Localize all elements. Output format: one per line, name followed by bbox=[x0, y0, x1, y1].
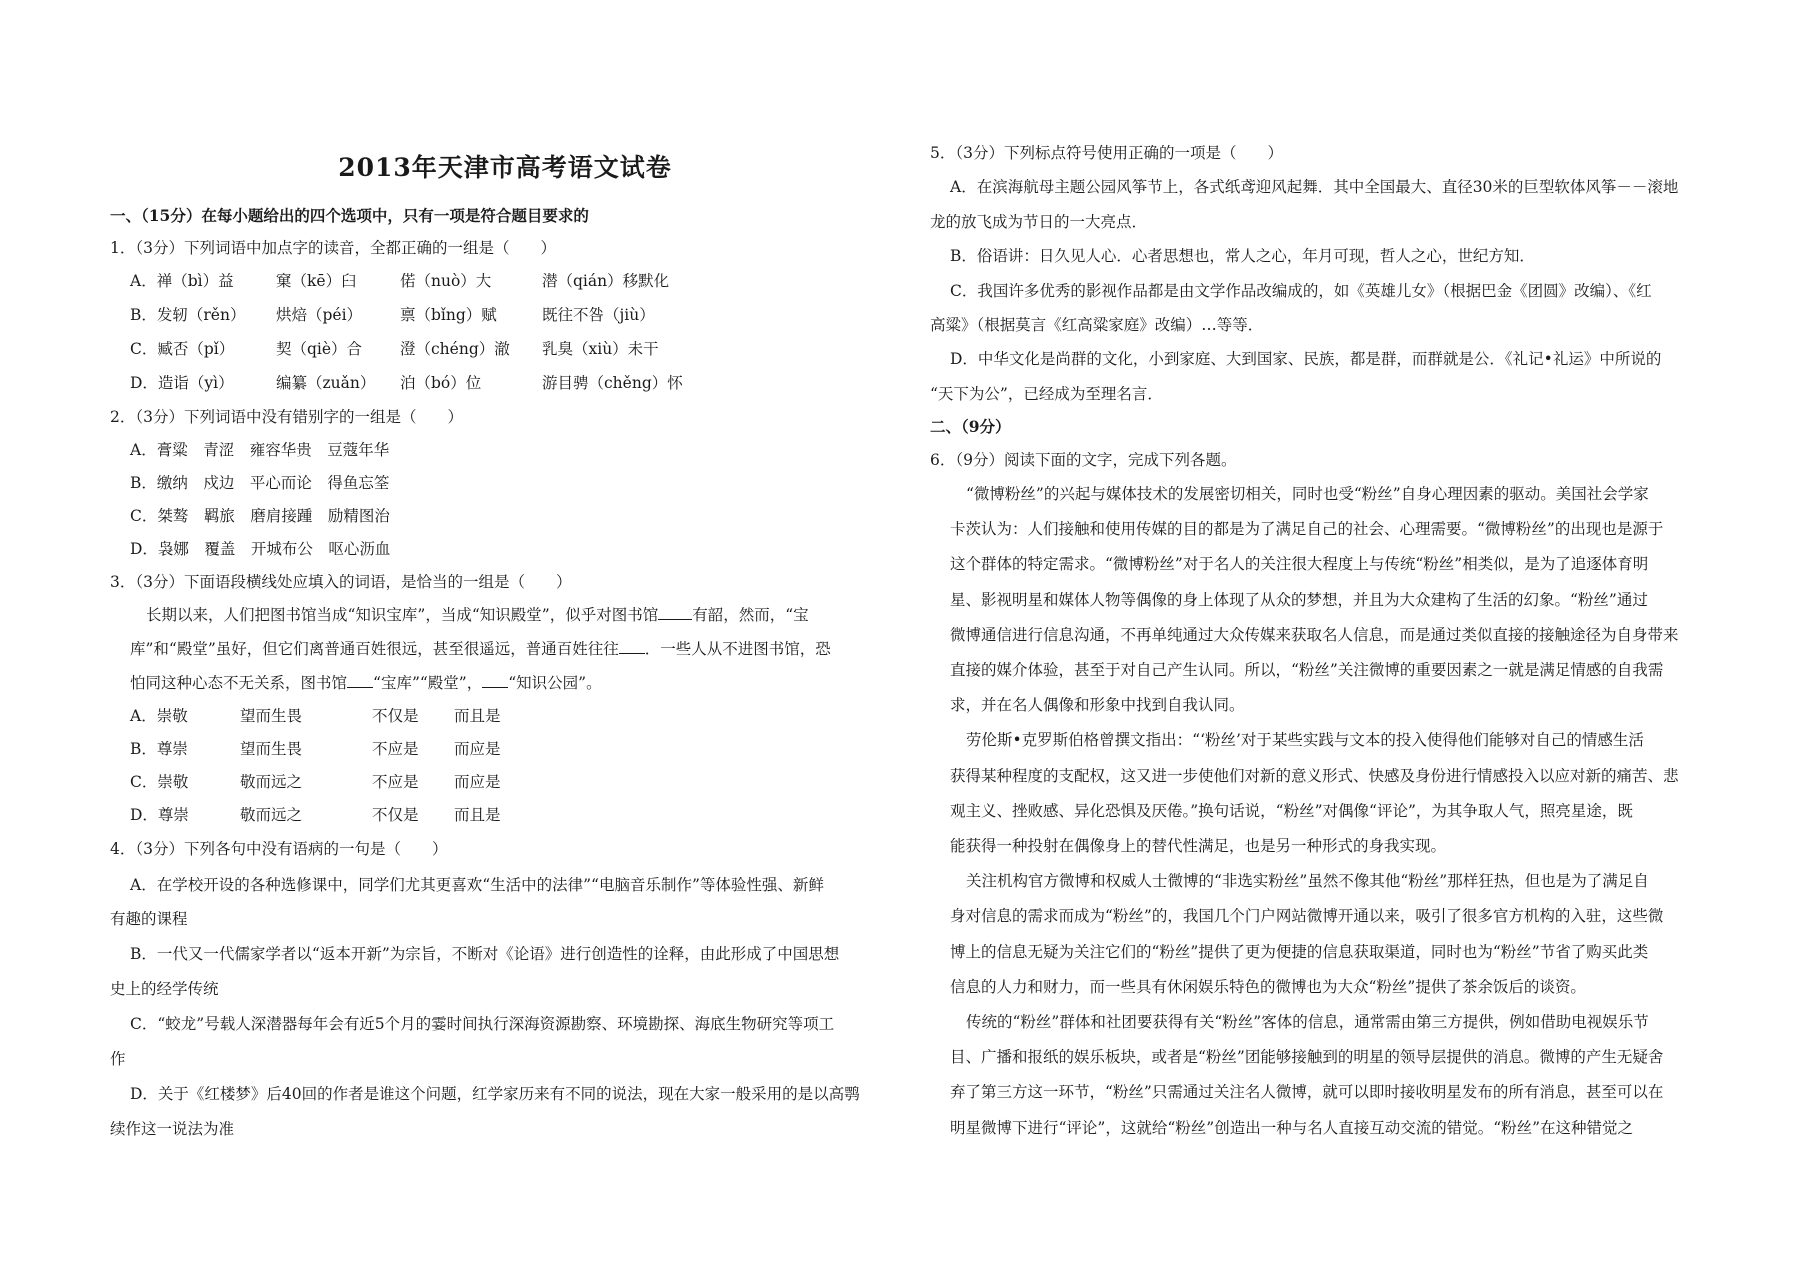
q3-option-a: A．崇敬 望而生畏 不仅是 而且是 bbox=[130, 707, 501, 725]
q1-option-a: A．禅（bì）益 窠（kē）臼 偌（nuò）大 潜（qián）移默化 bbox=[130, 272, 670, 290]
section-1-heading: 一、（15分）在每小题给出的四个选项中，只有一项是符合题目要求的 bbox=[110, 206, 589, 225]
q4-option-d-line-1: D．关于《红楼梦》后40回的作者是谁这个问题，红学家历来有不同的说法，现在大家一般采用的是以高鹗 bbox=[130, 1085, 860, 1103]
q6-passage-line: “微博粉丝”的兴起与媒体技术的发展密切相关，同时也受“粉丝”自身心理因素的驱动。美国社会学家 bbox=[966, 485, 1649, 503]
q6-passage-line: 目、广播和报纸的娱乐板块，或者是“粉丝”团能够接触到的明星的领导层提供的消息。微博的产生无疑舍 bbox=[950, 1048, 1664, 1066]
q1-option-b: B．发轫（rěn） 烘焙（péi） 禀（bǐng）赋 既往不咎（jiù） bbox=[130, 306, 655, 324]
q6-passage-line: 微博通信进行信息沟通，不再单纯通过大众传媒来获取名人信息，而是通过类似直接的接触途径为自身带来 bbox=[950, 626, 1679, 644]
q5-option-a-line-1: A．在滨海航母主题公园风筝节上，各式纸鸢迎风起舞．其中全国最大、直径30米的巨型软体风筝－－滚地 bbox=[950, 178, 1679, 196]
q2-option-c: C．桀骜 羁旅 磨肩接踵 励精图治 bbox=[130, 507, 390, 525]
q6-passage-line: 劳伦斯•克罗斯伯格曾撰文指出：“‘粉丝’对于某些实践与文本的投入使得他们能够对自己的情感生活 bbox=[966, 731, 1644, 749]
q6-passage-line: 获得某种程度的支配权，这又进一步使他们对新的意义形式、快感及身份进行情感投入以应对新的痛苦、悲 bbox=[950, 767, 1679, 785]
q2-option-b: B．缴纳 戍边 平心而论 得鱼忘筌 bbox=[130, 474, 390, 492]
q5-option-c-line-1: C．我国许多优秀的影视作品都是由文学作品改编成的，如《英雄儿女》（根据巴金《团圆》改编）、《红 bbox=[950, 282, 1652, 300]
q4-option-d-line-2: 续作这一说法为准 bbox=[110, 1120, 235, 1138]
q5-option-a-line-2: 龙的放飞成为节日的一大亮点． bbox=[930, 213, 1148, 231]
q1-option-c: C．臧否（pǐ） 契（qiè）合 澄（chéng）澈 乳臭（xiù）未干 bbox=[130, 340, 659, 358]
page-title: 2013年天津市高考语文试卷 bbox=[338, 153, 672, 182]
q5-option-d-line-2: “天下为公”，已经成为至理名言． bbox=[930, 385, 1163, 403]
q3-stem: 3．（3分）下面语段横线处应填入的词语，是恰当的一组是（ ） bbox=[110, 573, 572, 591]
q4-option-b-line-1: B．一代又一代儒家学者以“返本开新”为宗旨，不断对《论语》进行创造性的诠释，由此形成了中国思想 bbox=[130, 945, 840, 963]
q6-passage-line: 身对信息的需求而成为“粉丝”的，我国几个门户网站微博开通以来，吸引了很多官方机构的入驻，这些微 bbox=[950, 907, 1664, 925]
q6-passage-line: 这个群体的特定需求。“微博粉丝”对于名人的关注很大程度上与传统“粉丝”相类似，是为了追逐体育明 bbox=[950, 555, 1649, 573]
q3-passage-line-2: 库”和“殿堂”虽好，但它们离普通百姓很远，甚至很遥远，普通百姓往往 ．一些人从不进图书馆，恐 bbox=[130, 640, 831, 658]
q6-passage-line: 星、影视明星和媒体人物等偶像的身上体现了从众的梦想，并且为大众建构了生活的幻象。“粉丝”通过 bbox=[950, 591, 1648, 609]
q5-option-b: B．俗语讲：日久见人心．心者思想也，常人之心，年月可现，哲人之心，世纪方知． bbox=[950, 247, 1535, 265]
q6-passage-line: 博上的信息无疑为关注它们的“粉丝”提供了更为便捷的信息获取渠道，同时也为“粉丝”节省了购买此类 bbox=[950, 943, 1649, 961]
q3-blank-4 bbox=[482, 673, 508, 688]
q6-passage-line: 观主义、挫败感、异化恐惧及厌倦。”换句话说，“粉丝”对偶像“评论”，为其争取人气，照亮星途，既 bbox=[950, 802, 1633, 820]
section-2-heading: 二、（9分） bbox=[930, 417, 1011, 436]
q5-stem: 5．（3分）下列标点符号使用正确的一项是（ ） bbox=[930, 144, 1283, 162]
q2-stem: 2．（3分）下列词语中没有错别字的一组是（ ） bbox=[110, 408, 463, 426]
q3-option-b: B．尊崇 望而生畏 不应是 而应是 bbox=[130, 740, 501, 758]
q4-option-c-line-1: C．“蛟龙”号载人深潜器每年会有近5个月的霎时间执行深海资源勘察、环境勘探、海底生物研究等项工 bbox=[130, 1015, 835, 1033]
q6-passage-line: 关注机构官方微博和权威人士微博的“非选实粉丝”虽然不像其他“粉丝”那样狂热，但也是为了满足自 bbox=[966, 872, 1649, 890]
q5-option-c-line-2: 高粱》（根据莫言《红高粱家庭》改编）…等等． bbox=[930, 316, 1264, 334]
q6-passage-line: 能获得一种投射在偶像身上的替代性满足，也是另一种形式的身我实现。 bbox=[950, 837, 1447, 855]
q4-option-b-line-2: 史上的经学传统 bbox=[110, 980, 219, 998]
q6-passage-line: 传统的“粉丝”群体和社团要获得有关“粉丝”客体的信息，通常需由第三方提供，例如借助电视娱乐节 bbox=[966, 1013, 1649, 1031]
q5-option-d-line-1: D．中华文化是尚群的文化，小到家庭、大到国家、民族，都是群，而群就是公．《礼记•礼运》中所说的 bbox=[950, 350, 1662, 368]
q1-option-d: D．造诣（yì） 编纂（zuǎn） 泊（bó）位 游目骋（chěng）怀 bbox=[130, 374, 683, 392]
q6-passage-line: 求，并在名人偶像和形象中找到自我认同。 bbox=[950, 696, 1245, 714]
q4-option-c-line-2: 作 bbox=[110, 1050, 126, 1068]
q2-option-a: A．膏粱 青涩 雍容华贵 豆蔻年华 bbox=[130, 441, 390, 459]
q3-blank-3 bbox=[347, 673, 373, 688]
q1-stem: 1．（3分）下列词语中加点字的读音，全都正确的一组是（ ） bbox=[110, 239, 556, 257]
q6-passage-line: 弃了第三方这一环节，“粉丝”只需通过关注名人微博，就可以即时接收明星发布的所有消息，甚至可以在 bbox=[950, 1083, 1664, 1101]
q6-passage-line: 直接的媒介体验，甚至于对自己产生认同。所以，“粉丝”关注微博的重要因素之一就是满足情感的自我需 bbox=[950, 661, 1664, 679]
q4-option-a-line-2: 有趣的课程 bbox=[110, 910, 188, 928]
q3-passage-line-3: 怕同这种心态不无关系，图书馆 “宝库”“殿堂”， “知识公园”。 bbox=[130, 674, 602, 692]
q3-passage-line-1: 长期以来，人们把图书馆当成“知识宝库”，当成“知识殿堂”，似乎对图书馆 有韶，然而，“宝 bbox=[146, 606, 809, 624]
q3-option-d: D．尊崇 敬而远之 不仅是 而且是 bbox=[130, 806, 501, 824]
q6-passage-line: 明星微博下进行“评论”，这就给“粉丝”创造出一种与名人直接互动交流的错觉。“粉丝”在这种错觉之 bbox=[950, 1119, 1634, 1137]
q4-stem: 4．（3分）下列各句中没有语病的一句是（ ） bbox=[110, 840, 448, 858]
q3-blank-2 bbox=[619, 639, 645, 654]
q6-passage-line: 卡茨认为：人们接触和使用传媒的目的都是为了满足自己的社会、心理需要。“微博粉丝”的出现也是源于 bbox=[950, 520, 1664, 538]
q2-option-d: D．袅娜 覆盖 开城布公 呕心沥血 bbox=[130, 540, 391, 558]
q6-passage-line: 信息的人力和财力，而一些具有休闲娱乐特色的微博也为大众“粉丝”提供了茶余饭后的谈资。 bbox=[950, 978, 1586, 996]
q4-option-a-line-1: A．在学校开设的各种选修课中，同学们尤其更喜欢“生活中的法律”“电脑音乐制作”等体验性强、新鲜 bbox=[130, 876, 824, 894]
q3-option-c: C．崇敬 敬而远之 不应是 而应是 bbox=[130, 773, 501, 791]
q3-blank-1 bbox=[658, 605, 692, 620]
q6-stem: 6．（9分）阅读下面的文字，完成下列各题。 bbox=[930, 451, 1237, 469]
